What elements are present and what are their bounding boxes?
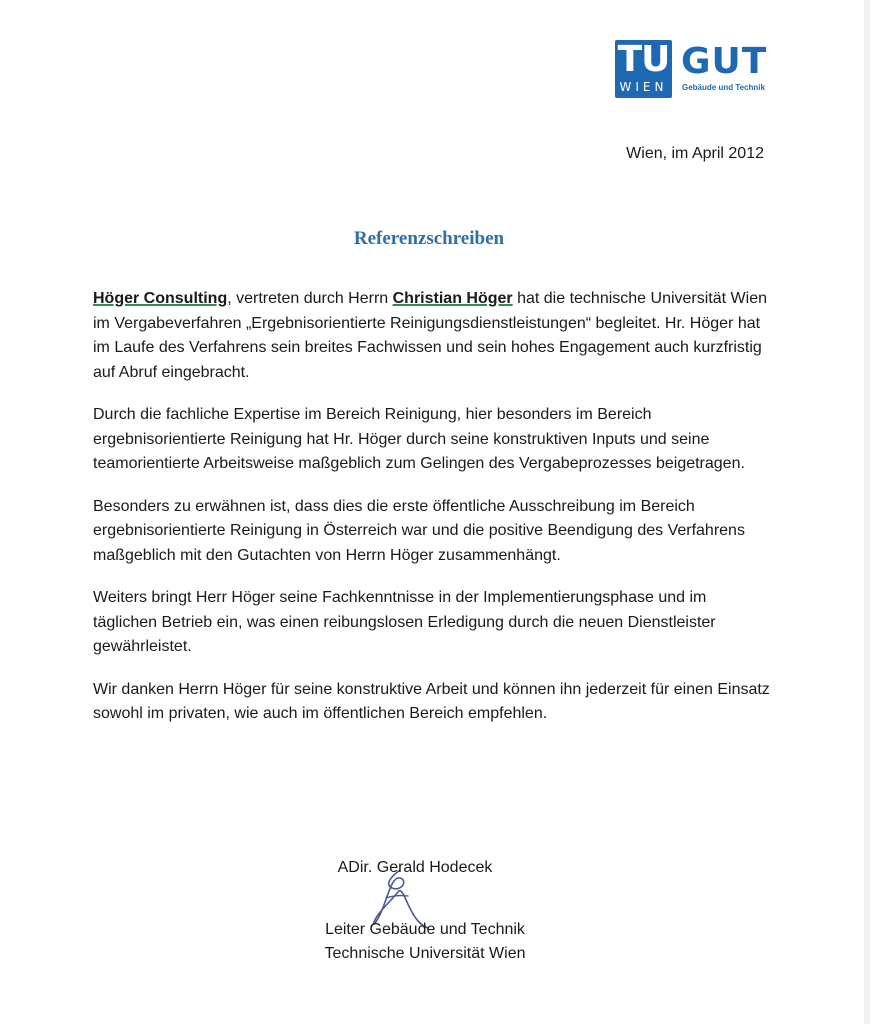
- paragraph-4: Weiters bringt Herr Höger seine Fachkenntnisse in der Implementierungsphase und im täglichen Betrieb ein, was einen reibungslosen Erledigung durch die neuen Dienstleister gewährleistet.: [93, 589, 716, 655]
- company-name: Höger Consulting: [93, 290, 228, 307]
- person-name: Christian Höger: [392, 290, 513, 307]
- signer-role: Leiter Gebäude und Technik: [325, 921, 525, 938]
- logo-wien-text: WIEN: [619, 80, 668, 94]
- signature-gap: [300, 880, 550, 918]
- tu-logo-box: [615, 40, 672, 98]
- logo-gut-text: GUT: [681, 41, 768, 82]
- tu-gut-logo: [615, 40, 770, 102]
- letter-date: Wien, im April 2012: [626, 145, 764, 162]
- paragraph-1: [93, 287, 773, 385]
- logo-subtitle: Gebäude und Technik: [682, 83, 765, 92]
- signature-block: [300, 856, 550, 966]
- signer-institution: Technische Universität Wien: [324, 945, 526, 962]
- paragraph-5: Wir danken Herrn Höger für seine konstruktive Arbeit und können ihn jederzeit für einen Einsatz sowohl im privaten, wie auch im öffentlichen Bereich empfehlen.: [93, 680, 770, 722]
- paragraph-1-mid: , vertreten durch Herrn: [227, 290, 393, 307]
- letter-title: Referenzschreiben: [353, 228, 505, 249]
- signer-name: ADir. Gerald Hodecek: [337, 859, 493, 876]
- logo-tu-text: TU: [617, 39, 670, 80]
- paragraph-3: Besonders zu erwähnen ist, dass dies die erste öffentliche Ausschreibung im Bereich ergebnisorientierte Reinigung in Österreich war und die positive Beendigung des Verfahrens maßgeblich mit den Gutachten von Herrn Höger zusammenhängt.: [93, 497, 745, 564]
- letter-body: [93, 287, 773, 745]
- page-edge: [864, 0, 870, 1024]
- paragraph-2: Durch die fachliche Expertise im Bereich Reinigung, hier besonders im Bereich ergebnisorientierte Reinigung hat Hr. Höger durch seine konstruktiven Inputs und seine teamorientierte Arbeitsweise maßgeblich zum Gelingen des Vergabeprozesses beigetragen.: [93, 406, 745, 472]
- paragraph-1-rest: hat die technische Universität Wien im Vergabeverfahren „Ergebnisorientierte Reinigungsdienstleistungen“ begleitet. Hr. Höger hat im Laufe des Verfahrens sein breites Fachwissen und sein hohes Engagement auch kurzfristig auf Abruf eingebracht.: [93, 290, 767, 381]
